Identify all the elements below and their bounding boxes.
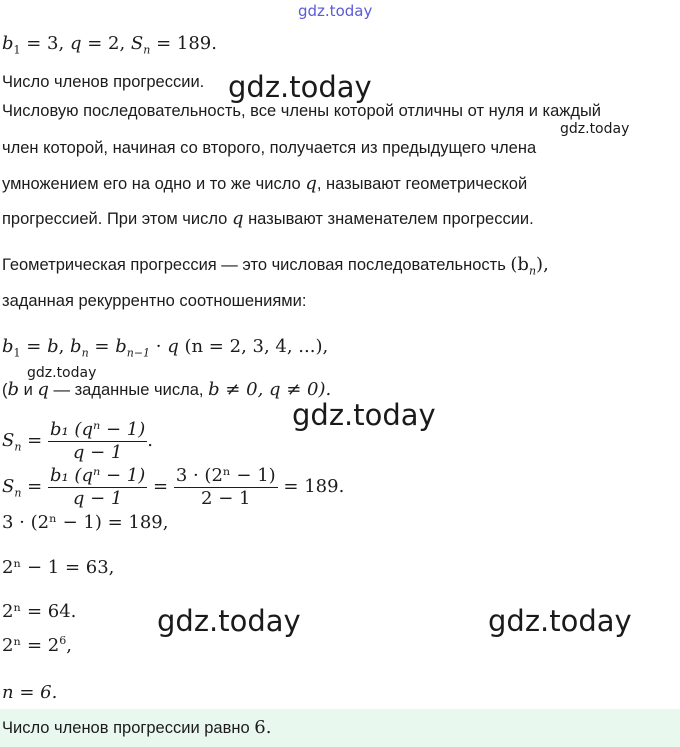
recurrence-line-2: заданная рекуррентно соотношениями:: [2, 292, 307, 310]
calc-fraction-2: $\frac{\text{3 · (2ⁿ − 1)}}{2 - 1}$: [175, 464, 276, 509]
given-line: $b_1 = 3$, q = 2, $S_n = 189$.: [2, 33, 217, 57]
watermark-small-2: gdz.today: [27, 365, 97, 381]
recurrence-formula: $b_1 = b$, $b_n = b_{n-1} \cdot q$ (n = 2, 3, 4, ...),: [2, 336, 329, 360]
watermark-main-4: gdz.today: [488, 604, 632, 638]
recurrence-note: (b и q — заданные числа, b ≠ 0, q ≠ 0).: [2, 379, 332, 400]
recurrence-line-1: Геометрическая прогрессия — это числовая последовательность $(b_n)$,: [2, 254, 549, 278]
sum-calculation: $S_n$ = $\frac{\text{b₁ (qⁿ − 1)}}{q - 1}$ = $\frac{\text{3 · (2ⁿ − 1)}}{2 - 1}$ = 189.: [2, 464, 345, 509]
question-line: Число членов прогрессии.: [2, 73, 205, 91]
step-5: n = 6.: [2, 682, 58, 703]
watermark-main-1: gdz.today: [228, 70, 372, 104]
sum-fraction: $\frac{\text{b₁ (qⁿ − 1)}}{q - 1}$: [49, 418, 146, 463]
answer-line: Число членов прогрессии равно 6.: [2, 717, 272, 738]
step-1: 3 · (2ⁿ − 1) = 189,: [2, 512, 169, 533]
watermark-main-2: gdz.today: [292, 398, 436, 432]
watermark-main-3: gdz.today: [157, 604, 301, 638]
step-4: $2^n = 2^6$,: [2, 634, 72, 656]
definition-line-4: прогрессией. При этом число q называют знаменателем прогрессии.: [2, 208, 534, 229]
watermark-small-1: gdz.today: [560, 121, 630, 137]
sum-formula: $S_n$ = $\frac{\text{b₁ (qⁿ − 1)}}{q - 1}$ .: [2, 418, 154, 463]
answer-box: [0, 709, 680, 747]
calc-fraction-1: $\frac{\text{b₁ (qⁿ − 1)}}{q - 1}$: [49, 464, 146, 509]
watermark-top: gdz.today: [298, 2, 373, 20]
definition-line-1: Числовую последовательность, все члены которой отличны от нуля и каждый: [2, 102, 602, 120]
step-2: 2ⁿ − 1 = 63,: [2, 557, 115, 578]
definition-line-3: умножением его на одно и то же число q, называют геометрической: [2, 173, 528, 194]
answer-value: 6.: [254, 717, 272, 738]
step-3: 2ⁿ = 64.: [2, 601, 77, 622]
definition-line-2: член которой, начиная со второго, получается из предыдущего члена: [2, 139, 537, 157]
